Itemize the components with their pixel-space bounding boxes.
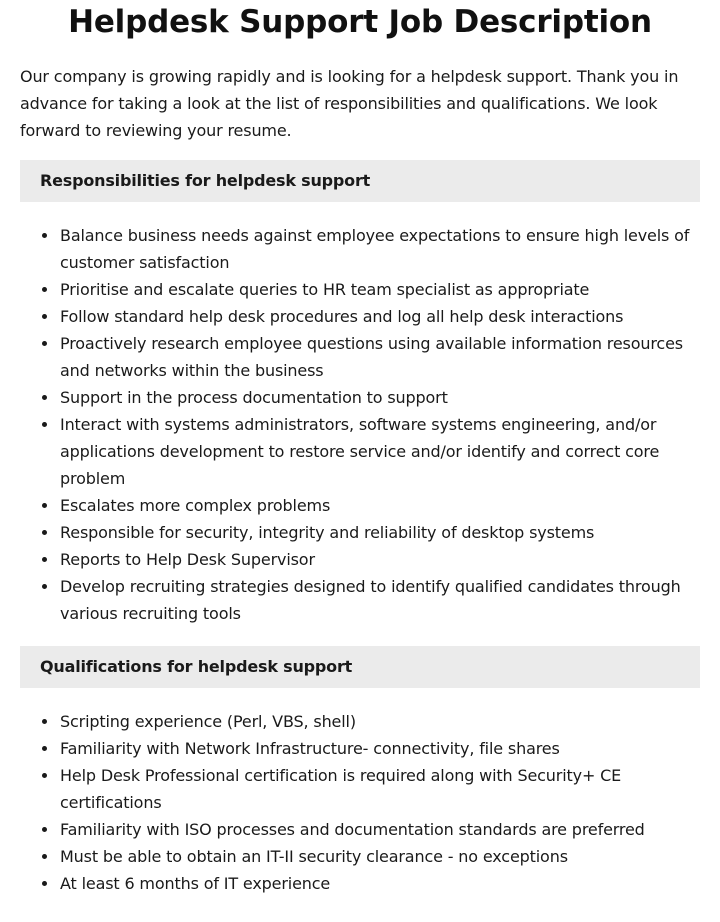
list-item: Follow standard help desk procedures and log all help desk interactions [60,303,700,330]
page-title: Helpdesk Support Job Description [68,4,652,40]
list-item: Help Desk Professional certification is required along with Security+ CE certifications [60,762,700,816]
responsibilities-list [20,222,700,627]
list-item: Must be able to obtain an IT-II security clearance - no exceptions [60,843,700,870]
list-item: Develop recruiting strategies designed to identify qualified candidates through various recruiting tools [60,573,700,627]
qualifications-list [20,708,700,897]
list-item: Support in the process documentation to support [60,384,700,411]
qualifications-heading: Qualifications for helpdesk support [20,646,700,688]
list-item: Reports to Help Desk Supervisor [60,546,700,573]
list-item: Responsible for security, integrity and reliability of desktop systems [60,519,700,546]
list-item: At least 6 months of IT experience [60,870,700,897]
list-item: Proactively research employee questions using available information resources and networks within the business [60,330,700,384]
list-item: Familiarity with Network Infrastructure- connectivity, file shares [60,735,700,762]
list-item: Familiarity with ISO processes and documentation standards are preferred [60,816,700,843]
list-item: Escalates more complex problems [60,492,700,519]
responsibilities-heading: Responsibilities for helpdesk support [20,160,700,202]
list-item: Interact with systems administrators, software systems engineering, and/or applications development to restore service and/or identify and correct core problem [60,411,700,492]
intro-paragraph: Our company is growing rapidly and is looking for a helpdesk support. Thank you in advance for taking a look at the list of responsibilities and qualifications. We look forward to reviewing your resume. [20,67,679,140]
list-item: Prioritise and escalate queries to HR team specialist as appropriate [60,276,700,303]
list-item: Balance business needs against employee expectations to ensure high levels of customer satisfaction [60,222,700,276]
list-item: Scripting experience (Perl, VBS, shell) [60,708,700,735]
